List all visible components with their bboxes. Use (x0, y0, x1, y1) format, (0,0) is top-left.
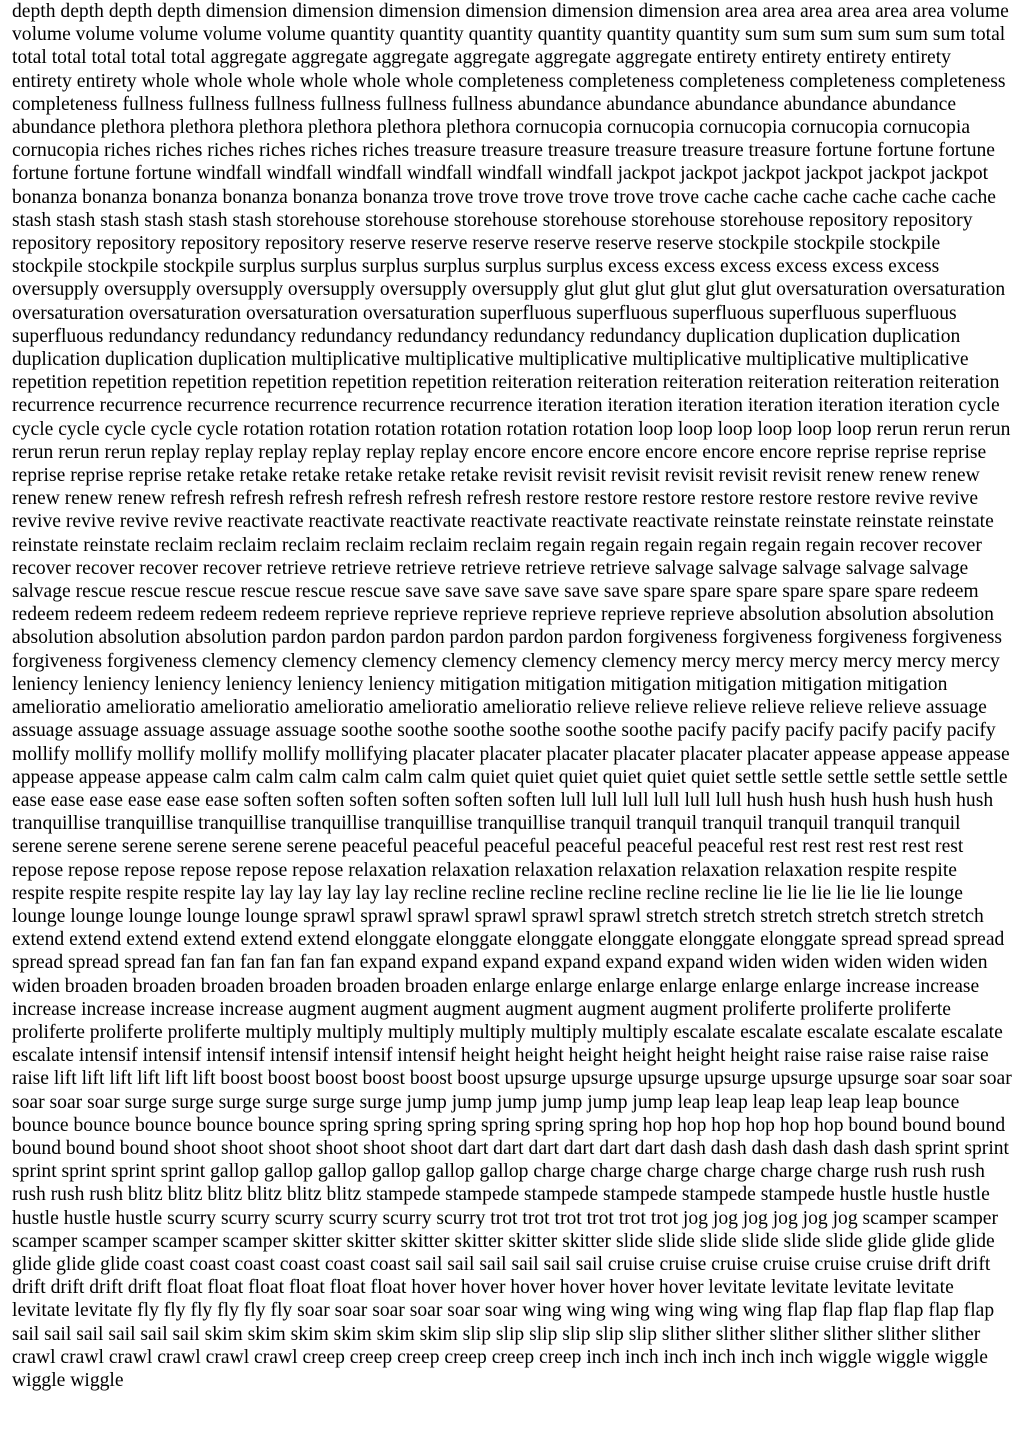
body-text: depth depth depth depth dimension dimension dimension dimension dimension dimension area area area area area area volume volume volume volume volume volume quantity quantity quantity quantity quantity quantity sum sum sum sum sum sum total total total total total total aggregate aggregate aggregate aggregate aggregate aggregate entirety entirety entirety entirety entirety entirety whole whole whole whole whole whole completeness completeness completeness completeness completeness completeness fullness fullness fullness fullness fullness fullness abundance abundance abundance abundance abundance abundance plethora plethora plethora plethora plethora plethora cornucopia cornucopia cornucopia cornucopia cornucopia cornucopia riches riches riches riches riches riches treasure treasure treasure treasure treasure treasure fortune fortune fortune fortune fortune fortune windfall windfall windfall windfall windfall windfall jackpot jackpot jackpot jackpot jackpot jackpot bonanza bonanza bonanza bonanza bonanza bonanza trove trove trove trove trove trove cache cache cache cache cache cache stash stash stash stash stash stash storehouse storehouse storehouse storehouse storehouse storehouse repository repository repository repository repository repository reserve reserve reserve reserve reserve reserve stockpile stockpile stockpile stockpile stockpile stockpile surplus surplus surplus surplus surplus surplus excess excess excess excess excess excess oversupply oversupply oversupply oversupply oversupply oversupply glut glut glut glut glut glut oversaturation oversaturation oversaturation oversaturation oversaturation oversaturation superfluous superfluous superfluous superfluous superfluous superfluous redundancy redundancy redundancy redundancy redundancy redundancy duplication duplication duplication duplication duplication duplication multiplicative multiplicative multiplicative multiplicative multiplicative multiplicative repetition repetition repetition repetition repetition repetition reiteration reiteration reiteration reiteration reiteration reiteration recurrence recurrence recurrence recurrence recurrence recurrence iteration iteration iteration iteration iteration iteration cycle cycle cycle cycle cycle cycle rotation rotation rotation rotation rotation rotation loop loop loop loop loop loop rerun rerun rerun rerun rerun rerun replay replay replay replay replay replay encore encore encore encore encore encore reprise reprise reprise reprise reprise reprise retake retake retake retake retake retake revisit revisit revisit revisit revisit revisit renew renew renew renew renew renew refresh refresh refresh refresh refresh refresh restore restore restore restore restore restore revive revive revive revive revive revive reactivate reactivate reactivate reactivate reactivate reactivate reinstate reinstate reinstate reinstate reinstate reinstate reclaim reclaim reclaim reclaim reclaim reclaim regain regain regain regain regain regain recover recover recover recover recover recover retrieve retrieve retrieve retrieve retrieve retrieve salvage salvage salvage salvage salvage salvage rescue rescue rescue rescue rescue rescue save save save save save save spare spare spare spare spare spare redeem redeem redeem redeem redeem redeem reprieve reprieve reprieve reprieve reprieve reprieve absolution absolution absolution absolution absolution absolution pardon pardon pardon pardon pardon pardon forgiveness forgiveness forgiveness forgiveness forgiveness forgiveness clemency clemency clemency clemency clemency clemency mercy mercy mercy mercy mercy mercy leniency leniency leniency leniency leniency leniency mitigation mitigation mitigation mitigation mitigation mitigation amelioratio amelioratio amelioratio amelioratio amelioratio amelioratio relieve relieve relieve relieve relieve relieve assuage assuage assuage assuage assuage assuage soothe soothe soothe soothe soothe soothe pacify pacify pacify pacify pacify pacify mollify mollify mollify mollify mollify mollifying placater placater placater placater placater placater appease appease appease appease appease appease calm calm calm calm calm calm quiet quiet quiet quiet quiet quiet settle settle settle settle settle settle ease ease ease ease ease ease soften soften soften soften soften soften lull lull lull lull lull lull hush hush hush hush hush hush tranquillise tranquillise tranquillise tranquillise tranquillise tranquillise tranquil tranquil tranquil tranquil tranquil tranquil serene serene serene serene serene serene peaceful peaceful peaceful peaceful peaceful peaceful rest rest rest rest rest rest repose repose repose repose repose repose relaxation relaxation relaxation relaxation relaxation relaxation respite respite respite respite respite respite lay lay lay lay lay lay recline recline recline recline recline recline lie lie lie lie lie lie lounge lounge lounge lounge lounge lounge sprawl sprawl sprawl sprawl sprawl sprawl stretch stretch stretch stretch stretch stretch extend extend extend extend extend extend elonggate elonggate elonggate elonggate elonggate elonggate spread spread spread spread spread spread fan fan fan fan fan fan expand expand expand expand expand expand widen widen widen widen widen widen broaden broaden broaden broaden broaden broaden enlarge enlarge enlarge enlarge enlarge enlarge increase increase increase increase increase increase augment augment augment augment augment augment proliferte proliferte proliferte proliferte proliferte proliferte multiply multiply multiply multiply multiply multiply escalate escalate escalate escalate escalate escalate intensif intensif intensif intensif intensif intensif height height height height height height raise raise raise raise raise raise lift lift lift lift lift lift boost boost boost boost boost boost upsurge upsurge upsurge upsurge upsurge upsurge soar soar soar soar soar soar surge surge surge surge surge surge jump jump jump jump jump jump leap leap leap leap leap leap bounce bounce bounce bounce bounce bounce spring spring spring spring spring spring hop hop hop hop hop hop bound bound bound bound bound bound shoot shoot shoot shoot shoot shoot dart dart dart dart dart dart dash dash dash dash dash dash sprint sprint sprint sprint sprint sprint gallop gallop gallop gallop gallop gallop charge charge charge charge charge charge rush rush rush rush rush rush blitz blitz blitz blitz blitz blitz stampede stampede stampede stampede stampede stampede hustle hustle hustle hustle hustle hustle scurry scurry scurry scurry scurry scurry trot trot trot trot trot trot jog jog jog jog jog jog scamper scamper scamper scamper scamper scamper skitter skitter skitter skitter skitter skitter slide slide slide slide slide slide glide glide glide glide glide glide coast coast coast coast coast coast sail sail sail sail sail sail cruise cruise cruise cruise cruise cruise drift drift drift drift drift drift float float float float float float hover hover hover hover hover hover levitate levitate levitate levitate levitate levitate fly fly fly fly fly fly soar soar soar soar soar soar wing wing wing wing wing wing flap flap flap flap flap flap sail sail sail sail sail sail skim skim skim skim skim skim slip slip slip slip slip slip slither slither slither slither slither slither crawl crawl crawl crawl crawl crawl creep creep creep creep creep creep inch inch inch inch inch inch wiggle wiggle wiggle wiggle wiggle (12, 1, 1012, 1391)
